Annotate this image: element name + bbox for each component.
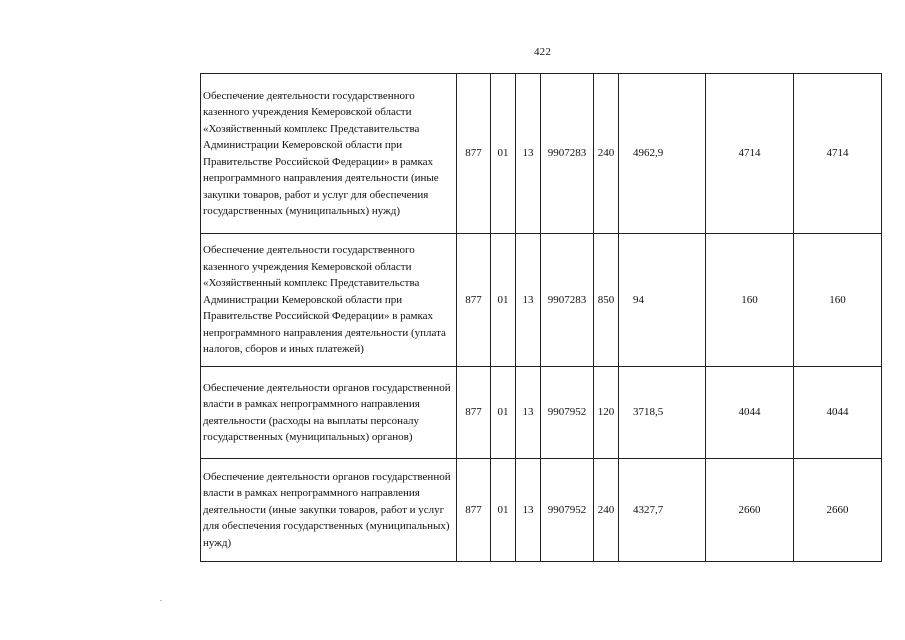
target-article-code: 9907952 — [541, 459, 594, 562]
page-number: 422 — [533, 46, 552, 58]
amount-year-2: 4044 — [706, 367, 794, 459]
expense-description: Обеспечение деятельности государственного казенного учреждения Кемеровской области «Хозяйственный комплекс Представительства Администрации Кемеровской области при Правительстве Российской Федерации» в рамках непрограммного направления деятельности (уплата налогов, сборов и иных платежей) — [201, 234, 457, 367]
section-code: 01 — [491, 367, 516, 459]
table-row — [201, 74, 882, 234]
grbs-code: 877 — [457, 74, 491, 234]
amount-year-1: 4962,9 — [619, 74, 706, 234]
section-code: 01 — [491, 74, 516, 234]
amount-year-1: 94 — [619, 234, 706, 367]
expense-type-code: 850 — [594, 234, 619, 367]
table-row — [201, 234, 882, 367]
amount-year-3: 4714 — [794, 74, 882, 234]
expense-description: Обеспечение деятельности государственного казенного учреждения Кемеровской области «Хозяйственный комплекс Представительства Администрации Кемеровской области при Правительстве Российской Федерации» в рамках непрограммного направления деятельности (иные закупки товаров, работ и услуг для обеспечения государственных (муниципальных) нужд) — [201, 74, 457, 234]
amount-year-2: 4714 — [706, 74, 794, 234]
section-code: 01 — [491, 234, 516, 367]
subsection-code: 13 — [516, 234, 541, 367]
amount-year-3: 2660 — [794, 459, 882, 562]
budget-table — [200, 73, 882, 562]
table-row — [201, 367, 882, 459]
expense-description: Обеспечение деятельности органов государственной власти в рамках непрограммного направления деятельности (расходы на выплаты персоналу государственных (муниципальных) органов) — [201, 367, 457, 459]
grbs-code: 877 — [457, 234, 491, 367]
amount-year-2: 160 — [706, 234, 794, 367]
expense-description: Обеспечение деятельности органов государственной власти в рамках непрограммного направления деятельности (иные закупки товаров, работ и услуг для обеспечения государственных (муниципальных) нужд) — [201, 459, 457, 562]
amount-year-1: 4327,7 — [619, 459, 706, 562]
amount-year-3: 4044 — [794, 367, 882, 459]
expense-type-code: 240 — [594, 459, 619, 562]
expense-type-code: 120 — [594, 367, 619, 459]
amount-year-1: 3718,5 — [619, 367, 706, 459]
table-row — [201, 459, 882, 562]
grbs-code: 877 — [457, 459, 491, 562]
subsection-code: 13 — [516, 459, 541, 562]
grbs-code: 877 — [457, 367, 491, 459]
expense-type-code: 240 — [594, 74, 619, 234]
target-article-code: 9907283 — [541, 234, 594, 367]
amount-year-2: 2660 — [706, 459, 794, 562]
section-code: 01 — [491, 459, 516, 562]
subsection-code: 13 — [516, 367, 541, 459]
target-article-code: 9907952 — [541, 367, 594, 459]
scan-speck — [160, 600, 162, 601]
amount-year-3: 160 — [794, 234, 882, 367]
subsection-code: 13 — [516, 74, 541, 234]
target-article-code: 9907283 — [541, 74, 594, 234]
